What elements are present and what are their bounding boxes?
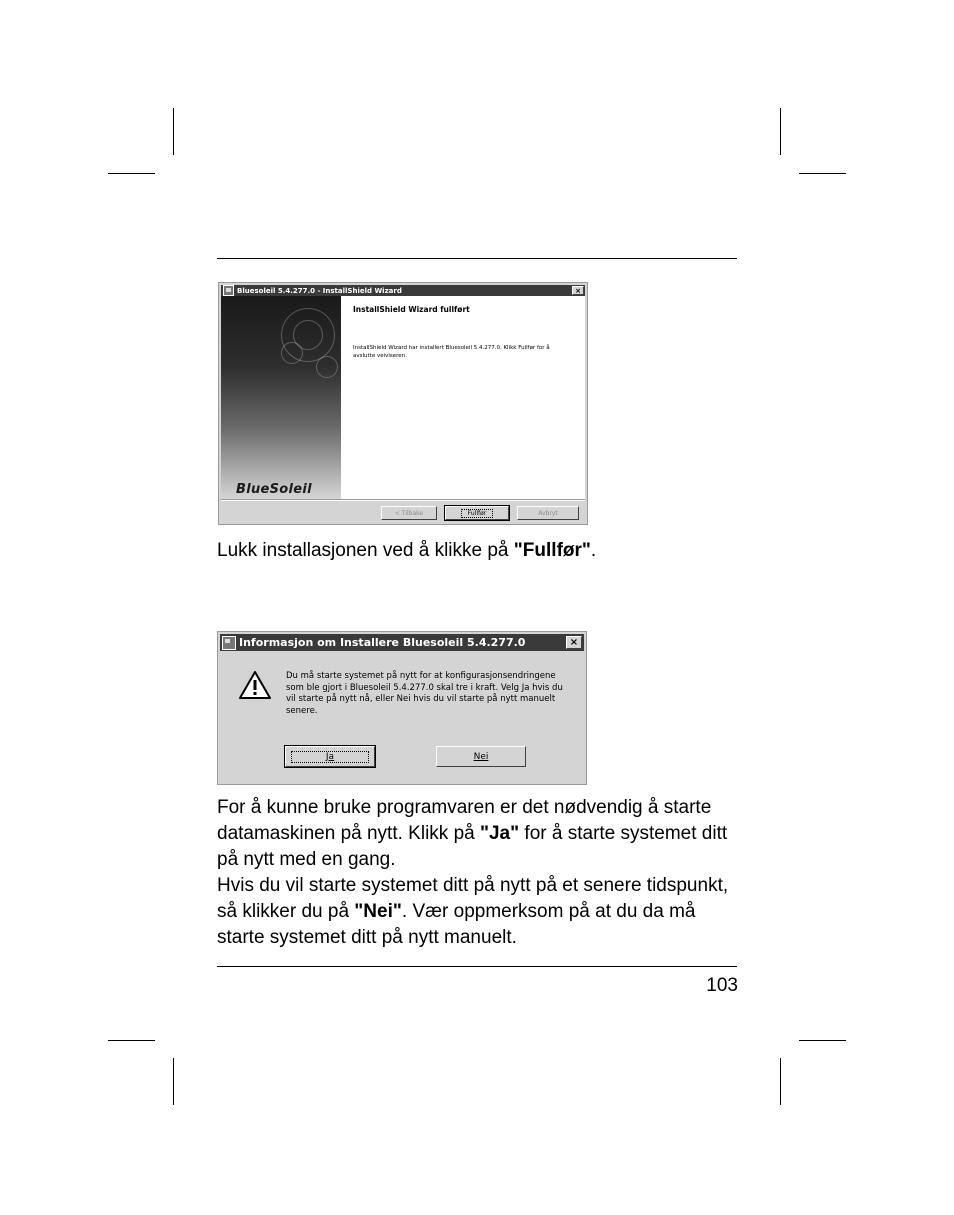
paragraph2-text: Hvis du vil starte systemet ditt på nytt på et senere tidspunkt, så klikker du på (217, 875, 729, 922)
finish-button[interactable] (445, 506, 509, 520)
yes-button[interactable] (285, 746, 375, 767)
installer-icon (223, 285, 234, 296)
cancel-button[interactable] (517, 506, 579, 520)
paragraph-restart-now (217, 795, 747, 873)
paragraph2-bold: "Nei" (354, 901, 402, 922)
dialog-titlebar (220, 634, 584, 651)
wizard-close-button[interactable]: × (572, 286, 584, 295)
wizard-side-banner (221, 296, 341, 499)
crop-mark-bottom-right-horizontal (799, 1040, 846, 1041)
crop-mark-top-left-horizontal (108, 173, 155, 174)
crop-mark-bottom-right-vertical (780, 1058, 781, 1105)
paragraph2-end: . Vær oppmerksom på at du da må starte systemet ditt på nytt manuelt. (217, 901, 696, 948)
bluesoleil-logo: BlueSoleil (236, 482, 312, 497)
wizard-separator (221, 499, 585, 501)
decorative-ring (281, 342, 303, 364)
no-button-label: Nei (473, 751, 489, 762)
caption1-text: Lukk installasjonen ved å klikke på (217, 540, 514, 561)
wizard-body-text: InstallShield Wizard har installert Bluesoleil 5.4.277.0. Klikk Fullfør for å avslutte veiviseren. (353, 345, 550, 359)
wizard-titlebar (221, 285, 585, 296)
footer-rule (217, 966, 737, 967)
caption-close-installation (217, 538, 747, 564)
wizard-heading: InstallShield Wizard fullført (353, 305, 470, 314)
restart-info-dialog-screenshot (217, 631, 587, 785)
decorative-ring (316, 356, 338, 378)
header-rule (217, 258, 737, 259)
installshield-wizard-screenshot (218, 282, 588, 525)
crop-mark-bottom-left-horizontal (108, 1040, 155, 1041)
paragraph1-bold: "Ja" (479, 823, 520, 844)
dialog-title: Informasjon om Installere Bluesoleil 5.4.277.0 (239, 636, 526, 649)
paragraph1-text: For å kunne bruke programvaren er det nødvendig å starte datamaskinen på nytt. Klikk på (217, 797, 712, 844)
finish-button-label: Fullfør (461, 509, 494, 518)
paragraph-restart-later (217, 873, 747, 951)
caption1-bold: "Fullfør" (513, 540, 591, 561)
installer-icon (222, 636, 236, 650)
dialog-message: Du må starte systemet på nytt for at konfigurasjonsendringene som ble gjort i Bluesoleil 5.4.277.0 skal tre i kraft. Velg Ja hvis du vil starte på nytt nå, eller Nei hvis du vil starte på nytt manuelt senere. (286, 671, 563, 716)
dialog-close-button[interactable]: × (566, 636, 582, 649)
cancel-button-label: Avbryt (538, 509, 558, 517)
yes-button-label: Ja (291, 751, 369, 763)
crop-mark-top-right-vertical (780, 108, 781, 155)
back-button[interactable] (381, 506, 437, 520)
page-number: 103 (706, 975, 738, 996)
warning-icon (238, 670, 272, 700)
wizard-content (341, 296, 585, 499)
wizard-title: Bluesoleil 5.4.277.0 - InstallShield Wizard (237, 286, 402, 295)
back-button-label: < Tilbake (394, 509, 424, 517)
caption1-end: . (590, 540, 597, 561)
no-button[interactable] (436, 746, 526, 767)
paragraph1-end: for å starte systemet ditt på nytt med en gang. (217, 823, 728, 870)
crop-mark-top-right-horizontal (799, 173, 846, 174)
crop-mark-top-left-vertical (173, 108, 174, 155)
crop-mark-bottom-left-vertical (173, 1058, 174, 1105)
